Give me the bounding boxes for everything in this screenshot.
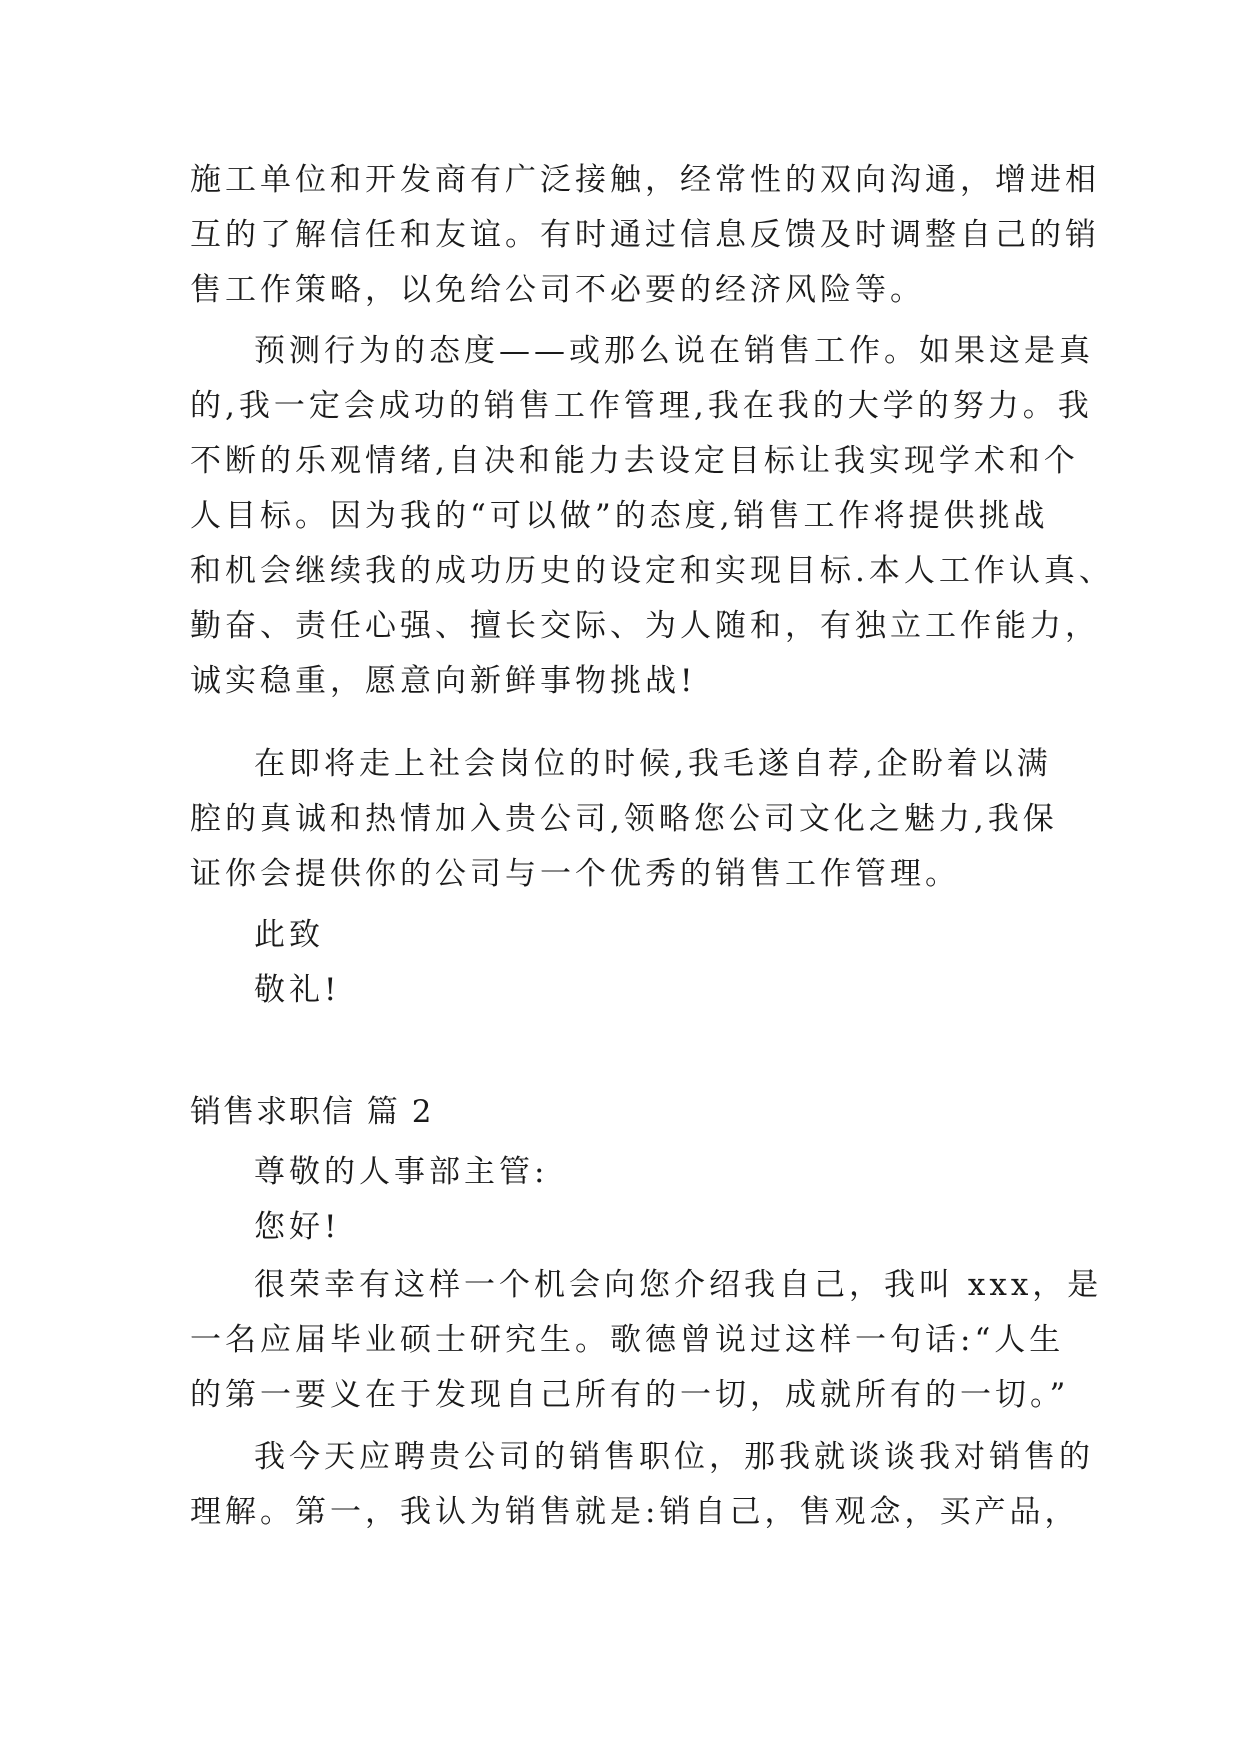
paragraph-first-line: 我今天应聘贵公司的销售职位，那我就谈谈我对销售的: [254, 1439, 1094, 1475]
paragraph-first-line: 很荣幸有这样一个机会向您介绍我自己，我叫 xxx，是: [254, 1267, 1103, 1303]
text-line: 证你会提供你的公司与一个优秀的销售工作管理。: [190, 856, 960, 892]
text-line: 的,我一定会成功的销售工作管理,我在我的大学的努力。我: [190, 388, 1093, 424]
paragraph-first-line: 在即将走上社会岗位的时候,我毛遂自荐,企盼着以满: [254, 746, 1052, 782]
text-line: 勤奋、责任心强、擅长交际、为人随和，有独立工作能力，: [190, 608, 1100, 644]
text-line: 售工作策略，以免给公司不必要的经济风险等。: [190, 272, 925, 308]
text-line: 人目标。因为我的“可以做”的态度,销售工作将提供挑战: [190, 498, 1049, 534]
text-line: 腔的真诚和热情加入贵公司,领略您公司文化之魅力,我保: [190, 801, 1058, 837]
text-line: 互的了解信任和友谊。有时通过信息反馈及时调整自己的销: [190, 217, 1100, 253]
text-line: 诚实稳重，愿意向新鲜事物挑战!: [190, 663, 697, 699]
greeting-line: 您好!: [254, 1209, 341, 1245]
text-line: 理解。第一，我认为销售就是:销自己，售观念，买产品，: [190, 1494, 1080, 1530]
text-line: 施工单位和开发商有广泛接触，经常性的双向沟通，增进相: [190, 162, 1100, 198]
paragraph-first-line: 预测行为的态度——或那么说在销售工作。如果这是真: [254, 333, 1094, 369]
text-line: 不断的乐观情绪,自决和能力去设定目标让我实现学术和个: [190, 443, 1079, 479]
section-heading: 销售求职信 篇 2: [190, 1094, 434, 1130]
text-line: 和机会继续我的成功历史的设定和实现目标.本人工作认真、: [190, 553, 1114, 589]
text-line: 的第一要义在于发现自己所有的一切，成就所有的一切。”: [190, 1377, 1070, 1413]
closing-line: 此致: [254, 917, 324, 953]
salutation-closing: 敬礼!: [254, 972, 341, 1008]
greeting-line: 尊敬的人事部主管:: [254, 1154, 549, 1190]
text-line: 一名应届毕业硕士研究生。歌德曾说过这样一句话:“人生: [190, 1322, 1065, 1358]
